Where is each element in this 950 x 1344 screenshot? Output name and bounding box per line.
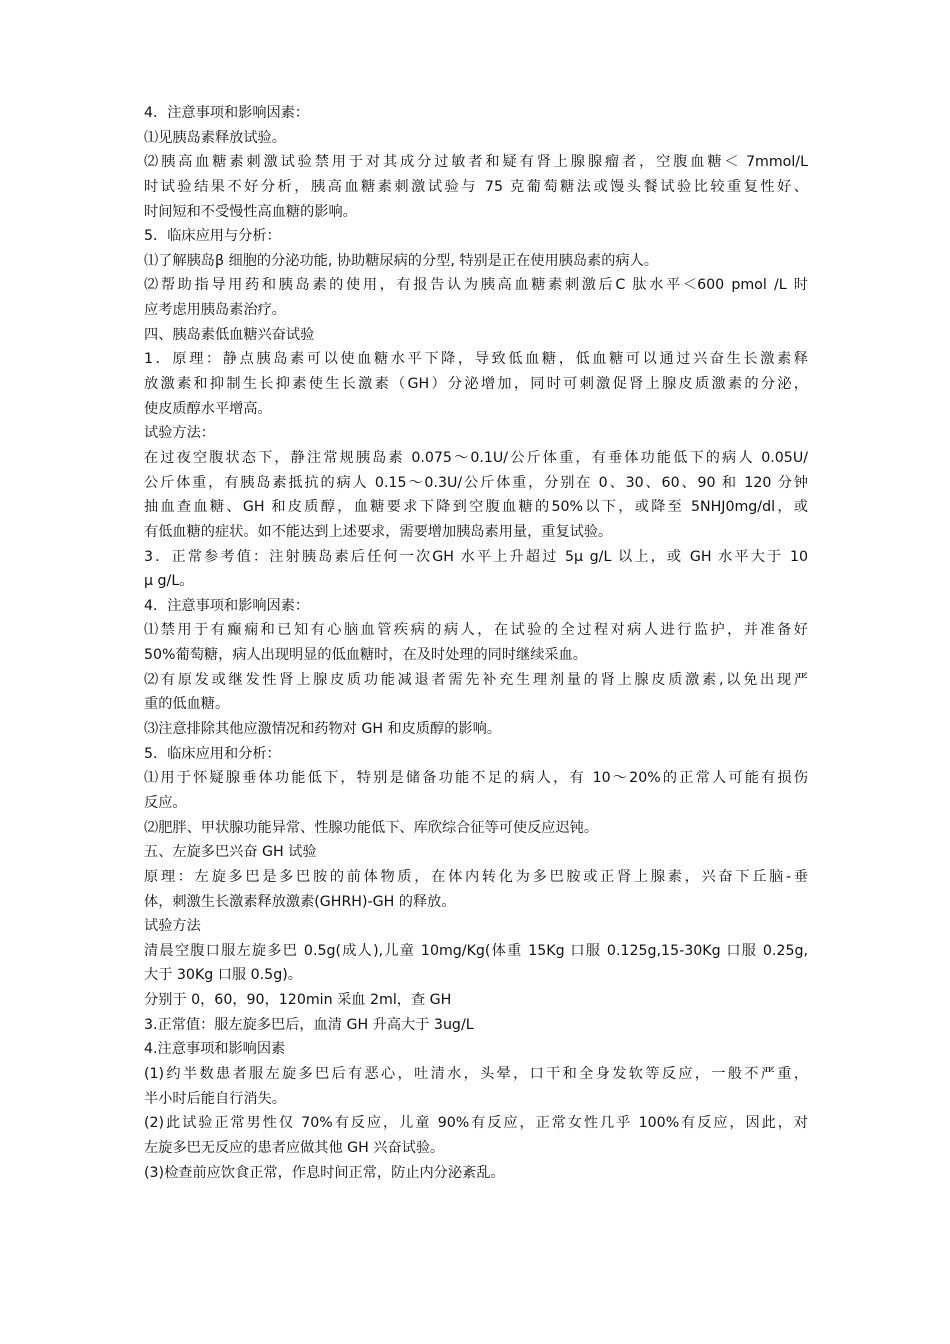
text-line: (2)此试验正常男性仅 70%有反应，儿童 90%有反应，正常女性几乎 100%有反应，因此，对 [144,1115,808,1132]
document-page [144,101,808,1185]
text-line: ⑴见胰岛素释放试验。 [144,129,286,146]
text-line: ⑴禁用于有癫痫和已知有心脑血管疾病的病人，在试验的全过程对病人进行监护，并准备好 [144,622,808,639]
text-line: 试验方法： [144,425,215,442]
text-line: 时试验结果不好分析，胰高血糖素刺激试验与 75 克葡萄糖法或馒头餐试验比较重复性好、 [144,178,808,195]
text-line: ⑶注意排除其他应激情况和药物对 GH 和皮质醇的影响。 [144,721,501,738]
text-line: 四、胰岛素低血糖兴奋试验 [144,326,315,343]
text-line: 5．临床应用与分析： [144,228,281,245]
text-line: 半小时后能自行消失。 [144,1090,286,1107]
text-line: 体，刺激生长激素释放激素(GHRH)-GH 的释放。 [144,893,456,910]
text-line: ⑴用于怀疑腺垂体功能低下，特别是储备功能不足的病人，有 10～20%的正常人可能有损伤 [144,770,808,787]
text-line: 清晨空腹口服左旋多巴 0.5g(成人),儿童 10mg/Kg(体重 15Kg 口服 0.125g,15-30Kg 口服 0.25g, [144,942,808,959]
text-line: 大于 30Kg 口服 0.5g)。 [144,967,302,984]
text-line: ⑵帮助指导用药和胰岛素的使用，有报告认为胰高血糖素刺激后C 肽水平＜600 pmol /L 时 [144,277,808,294]
text-line: 在过夜空腹状态下，静注常规胰岛素 0.075～0.1U/公斤体重，有垂体功能低下的病人 0.05U/ [144,449,808,466]
text-line: 3．正常参考值：注射胰岛素后任何一次GH 水平上升超过 5μ g/L 以上，或 GH 水平大于 10 [144,548,808,565]
text-line: 3.正常值：服左旋多巴后，血清 GH 升高大于 3ug/L [144,1016,474,1033]
text-line: ⑵有原发或继发性肾上腺皮质功能减退者需先补充生理剂量的肾上腺皮质激素,以免出现严 [144,671,808,688]
text-line: 使皮质醇水平增高。 [144,400,272,417]
text-line: 反应。 [144,794,187,811]
text-line: ⑴了解胰岛β 细胞的分泌功能, 协助糖尿病的分型, 特别是正在使用胰岛素的病人。 [144,252,658,269]
text-line: 五、左旋多巴兴奋 GH 试验 [144,844,317,861]
text-line: 50%葡萄糖，病人出现明显的低血糖时，在及时处理的同时继续采血。 [144,647,587,664]
text-line: 时间短和不受慢性高血糖的影响。 [144,203,357,220]
text-line: 5．临床应用和分析： [144,745,281,762]
text-line: ⑵肥胖、甲状腺功能异常、性腺功能低下、库欣综合征等可使反应迟钝。 [144,819,599,836]
text-line: 4.注意事项和影响因素 [144,1041,286,1058]
text-line: 原理：左旋多巴是多巴胺的前体物质，在体内转化为多巴胺或正肾上腺素，兴奋下丘脑-垂 [144,868,808,885]
text-line: 公斤体重，有胰岛素抵抗的病人 0.15～0.3U/公斤体重，分别在 0、30、60、90 和 120 分钟 [144,474,808,491]
text-line: 试验方法 [144,918,201,935]
text-line: 4．注意事项和影响因素： [144,105,310,121]
text-line: ⑵胰高血糖素刺激试验禁用于对其成分过敏者和疑有肾上腺腺瘤者，空腹血糖＜ 7mmol/L [144,154,808,171]
text-line: 左旋多巴无反应的患者应做其他 GH 兴奋试验。 [144,1139,445,1156]
text-line: 抽血查血糖、GH 和皮质醇，血糖要求下降到空腹血糖的50%以下，或降至 5NHJ0mg/dl，或 [144,499,808,516]
text-line: (3)检查前应饮食正常，作息时间正常，防止内分泌紊乱。 [144,1164,505,1181]
text-line: (1)约半数患者服左旋多巴后有恶心，吐清水，头晕，口干和全身发软等反应，一般不严重， [144,1065,808,1082]
text-line: 应考虑用胰岛素治疗。 [144,302,286,319]
text-line: 重的低血糖。 [144,696,230,713]
text-line: 1．原理：静点胰岛素可以使血糖水平下降，导致低血糖，低血糖可以通过兴奋生长激素释 [144,351,808,368]
text-line: 分别于 0，60，90，120min 采血 2ml，查 GH [144,992,452,1009]
text-line: 4．注意事项和影响因素： [144,597,310,614]
text-line: μ g/L。 [144,573,194,590]
text-line: 放激素和抑制生长抑素使生长激素（GH）分泌增加，同时可刺激促肾上腺皮质激素的分泌， [144,376,808,393]
text-line: 有低血糖的症状。如不能达到上述要求，需要增加胰岛素用量，重复试验。 [144,523,613,540]
